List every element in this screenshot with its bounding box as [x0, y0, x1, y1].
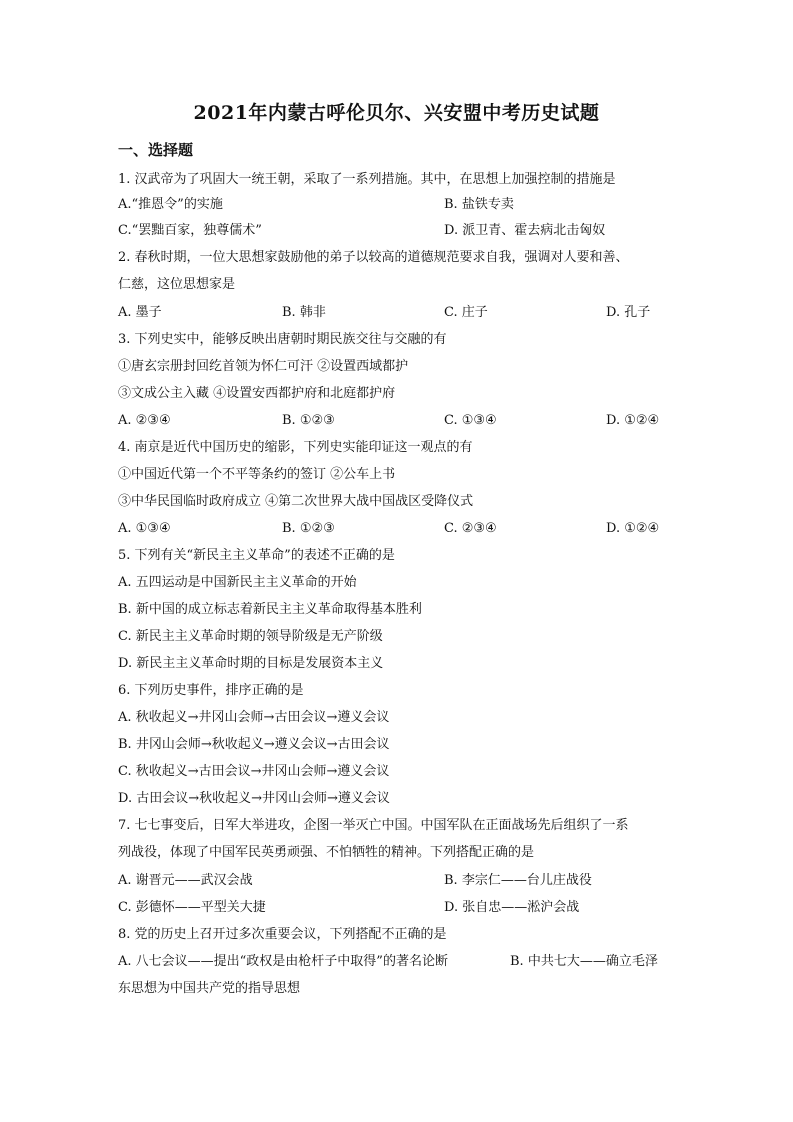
question-2-stem-line-2: 仁慈，这位思想家是 [118, 277, 236, 292]
question-7-option-b: B. 李宗仁——台儿庄战役 [444, 873, 592, 888]
question-5-option-a: A. 五四运动是中国新民主主义革命的开始 [118, 575, 357, 590]
question-1-option-c: C.“罢黜百家，独尊儒术” [118, 223, 262, 238]
question-8-option-b: B. 中共七大——确立毛泽 [510, 954, 658, 969]
question-5-option-b: B. 新中国的成立标志着新民主主义革命取得基本胜利 [118, 602, 422, 617]
question-6-stem: 6. 下列历史事件，排序正确的是 [118, 683, 304, 698]
question-3-option-a: A. ②③④ [118, 413, 171, 428]
question-2-option-a: A. 墨子 [118, 305, 162, 320]
question-8-option-b-continued: 东思想为中国共产党的指导思想 [118, 981, 301, 996]
question-8-option-a: A. 八七会议——提出“政权是由枪杆子中取得”的著名论断 [118, 954, 448, 969]
question-4-stem: 4. 南京是近代中国历史的缩影，下列史实能印证这一观点的有 [118, 440, 473, 455]
question-3-option-b: B. ①②③ [282, 413, 335, 428]
question-2-stem-line-1: 2. 春秋时期，一位大思想家鼓励他的弟子以较高的道德规范要求自我，强调对人要和善、 [118, 250, 629, 265]
question-4-item-line-1: ①中国近代第一个不平等条约的签订 ②公车上书 [118, 467, 396, 482]
question-6-option-d: D. 古田会议→秋收起义→井冈山会师→遵义会议 [118, 791, 390, 806]
question-3-item-line-1: ①唐玄宗册封回纥首领为怀仁可汗 ②设置西域都护 [118, 359, 409, 374]
question-1-option-a: A.“推恩令”的实施 [118, 197, 223, 212]
question-7-option-c: C. 彭德怀——平型关大捷 [118, 900, 266, 915]
question-1-option-d: D. 派卫青、霍去病北击匈奴 [444, 223, 606, 238]
question-5-option-d: D. 新民主主义革命时期的目标是发展资本主义 [118, 656, 384, 671]
page-title: 2021年内蒙古呼伦贝尔、兴安盟中考历史试题 [193, 102, 600, 124]
question-5-option-c: C. 新民主主义革命时期的领导阶级是无产阶级 [118, 629, 383, 644]
question-6-option-a: A. 秋收起义→井冈山会师→古田会议→遵义会议 [118, 710, 390, 725]
question-4-option-d: D. ①②④ [606, 521, 660, 536]
question-4-item-line-2: ③中华民国临时政府成立 ④第二次世界大战中国战区受降仪式 [118, 494, 474, 509]
question-3-item-line-2: ③文成公主入藏 ④设置安西都护府和北庭都护府 [118, 386, 396, 401]
question-6-option-c: C. 秋收起义→古田会议→井冈山会师→遵义会议 [118, 764, 390, 779]
question-3-option-d: D. ①②④ [606, 413, 660, 428]
question-4-option-c: C. ②③④ [444, 521, 497, 536]
question-1-stem: 1. 汉武帝为了巩固大一统王朝，采取了一系列措施。其中，在思想上加强控制的措施是 [118, 172, 616, 187]
question-6-option-b: B. 井冈山会师→秋收起义→遵义会议→古田会议 [118, 737, 390, 752]
question-4-option-a: A. ①③④ [118, 521, 171, 536]
question-8-stem: 8. 党的历史上召开过多次重要会议，下列搭配不正确的是 [118, 927, 447, 942]
question-3-option-c: C. ①③④ [444, 413, 497, 428]
question-7-stem-line-1: 7. 七七事变后，日军大举进攻，企图一举灭亡中国。中国军队在正面战场先后组织了一系 [118, 818, 629, 833]
question-3-stem: 3. 下列史实中，能够反映出唐朝时期民族交往与交融的有 [118, 332, 447, 347]
question-1-option-b: B. 盐铁专卖 [444, 197, 514, 212]
question-2-option-b: B. 韩非 [282, 305, 326, 320]
question-7-stem-line-2: 列战役，体现了中国军民英勇顽强、不怕牺牲的精神。下列搭配正确的是 [118, 845, 535, 860]
question-2-option-d: D. 孔子 [606, 305, 651, 320]
question-7-option-a: A. 谢晋元——武汉会战 [118, 873, 253, 888]
question-7-option-d: D. 张自忠——淞沪会战 [444, 900, 580, 915]
question-2-option-c: C. 庄子 [444, 305, 488, 320]
question-4-option-b: B. ①②③ [282, 521, 335, 536]
question-5-stem: 5. 下列有关“新民主主义革命”的表述不正确的是 [118, 548, 395, 563]
section-title: 一、选择题 [118, 141, 194, 159]
